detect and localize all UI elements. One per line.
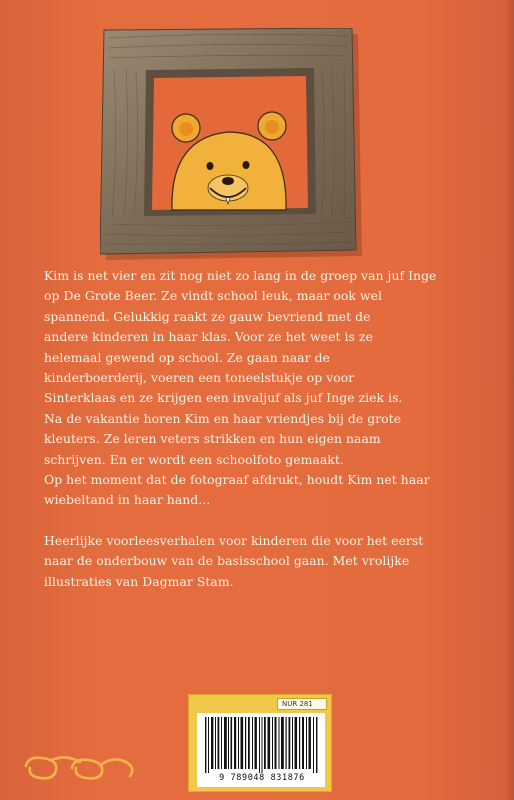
blurb-line: spannend. Gelukkig raakt ze gauw bevriend met de bbox=[44, 308, 371, 324]
barcode bbox=[197, 713, 325, 787]
blurb-line: Op het moment dat de fotograaf afdrukt, houdt Kim net haar bbox=[44, 472, 430, 488]
bear-in-wooden-frame-icon bbox=[100, 28, 362, 260]
blurb-line: op De Grote Beer. Ze vindt school leuk, maar ook wel bbox=[44, 288, 382, 304]
blurb-line: Kim is net vier en zit nog niet zo lang in de groep van juf Inge bbox=[44, 268, 437, 283]
blurb-line: illustraties van Dagmar Stam. bbox=[44, 573, 234, 589]
blurb-line: kinderboerderij, voeren een toneelstukje op voor bbox=[44, 370, 355, 386]
blurb-line: Heerlijke voorleesverhalen voor kinderen die voor het eerst bbox=[44, 532, 424, 548]
nur-label: NUR 281 bbox=[277, 698, 327, 710]
blurb-line: helemaal gewend op school. Ze gaan naar de bbox=[44, 349, 330, 365]
blurb-line: Sinterklaas en ze krijgen een invaljuf als juf Inge ziek is. bbox=[44, 390, 403, 406]
barcode-bars-icon bbox=[203, 717, 321, 773]
blurb-line: wiebeltand in haar hand... bbox=[44, 492, 211, 508]
blurb-line: naar de onderbouw van de basisschool gaan. Met vrolijke bbox=[44, 553, 410, 569]
barcode-sticker bbox=[188, 694, 332, 792]
blurb-line: andere kinderen in haar klas. Voor ze het weet is ze bbox=[44, 329, 373, 345]
back-cover-blurb bbox=[44, 266, 464, 592]
blurb-line: kleuters. Ze leren veters strikken en hun eigen naam bbox=[44, 431, 381, 447]
isbn-number: 9 789048 831876 bbox=[219, 773, 305, 783]
blurb-line: Na de vakantie horen Kim en haar vriendjes bij de grote bbox=[44, 410, 402, 426]
blurb-paragraph-2 bbox=[44, 531, 464, 592]
blurb-paragraph-1 bbox=[44, 266, 464, 511]
publisher-logo-icon bbox=[22, 752, 140, 782]
blurb-line: schrijven. En er wordt een schoolfoto gemaakt. bbox=[44, 451, 344, 467]
spine-edge bbox=[506, 0, 514, 800]
